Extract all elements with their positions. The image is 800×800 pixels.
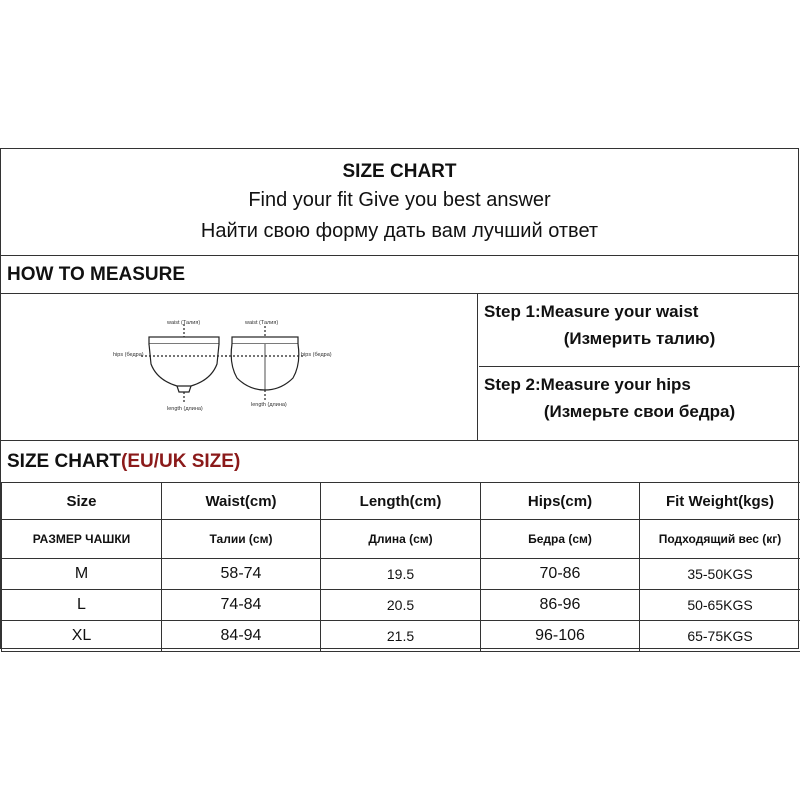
table-header-row [2, 483, 800, 520]
cell-length: 19.5 [321, 559, 481, 590]
how-to-measure-title: HOW TO MEASURE [7, 264, 186, 285]
underwear-diagram [1, 294, 478, 440]
step-2 [479, 367, 800, 440]
cell-hips: 70-86 [481, 559, 640, 590]
cell-size: M [2, 559, 162, 590]
header-hips: Hips(cm) [481, 483, 640, 520]
cell-hips: 86-96 [481, 590, 640, 621]
header-weight: Fit Weight(kgs) [640, 483, 800, 520]
cell-size: XL [2, 621, 162, 652]
table-row [2, 621, 800, 652]
size-table [1, 482, 800, 652]
measure-section [1, 294, 798, 441]
subtitle-russian: Найти свою форму дать вам лучший ответ [200, 220, 599, 242]
cell-length: 21.5 [321, 621, 481, 652]
cell-length: 20.5 [321, 590, 481, 621]
header-size: Size [2, 483, 162, 520]
front-hips-label: hips (бедра) [113, 352, 144, 358]
step-1 [479, 294, 800, 367]
page-title: SIZE CHART [342, 161, 457, 182]
size-chart-frame [0, 148, 799, 649]
cell-weight: 35-50KGS [640, 559, 800, 590]
step-1-russian: (Измерить талию) [563, 329, 716, 348]
header-waist: Waist(cm) [162, 483, 321, 520]
front-waist-label: waist (Талия) [167, 320, 201, 326]
header-hips-ru: Бедра (см) [481, 520, 640, 559]
header-waist-ru: Талии (см) [162, 520, 321, 559]
header-size-ru: РАЗМЕР ЧАШКИ [2, 520, 162, 559]
back-brief-illustration [225, 326, 305, 402]
header-weight-ru: Подходящий вес (кг) [640, 520, 800, 559]
cell-hips: 96-106 [481, 621, 640, 652]
subtitle-english: Find your fit Give you best answer [248, 189, 551, 211]
step-1-english: Step 1:Measure your waist [484, 302, 699, 321]
size-chart-title-accent: (EU/UK SIZE) [121, 451, 241, 472]
cell-waist: 74-84 [162, 590, 321, 621]
front-brief-illustration [141, 324, 227, 404]
size-chart-title [7, 451, 240, 473]
cell-weight: 65-75KGS [640, 621, 800, 652]
back-hips-label: hips (бедра) [301, 352, 332, 358]
header-length-ru: Длина (см) [321, 520, 481, 559]
table-row [2, 590, 800, 621]
cell-weight: 50-65KGS [640, 590, 800, 621]
back-length-label: length (длина) [251, 402, 287, 408]
cell-size: L [2, 590, 162, 621]
front-length-label: length (длина) [167, 406, 203, 412]
size-chart-title-main: SIZE CHART [7, 451, 121, 472]
step-2-english: Step 2:Measure your hips [484, 375, 691, 394]
table-header-row-russian [2, 520, 800, 559]
header-length: Length(cm) [321, 483, 481, 520]
step-2-russian: (Измерьте свои бедра) [543, 402, 736, 421]
cell-waist: 84-94 [162, 621, 321, 652]
chart-header [1, 149, 798, 256]
back-waist-label: waist (Талия) [245, 320, 279, 326]
how-to-measure-bar [1, 256, 798, 294]
cell-waist: 58-74 [162, 559, 321, 590]
measurement-diagram [1, 294, 478, 440]
table-row [2, 559, 800, 590]
